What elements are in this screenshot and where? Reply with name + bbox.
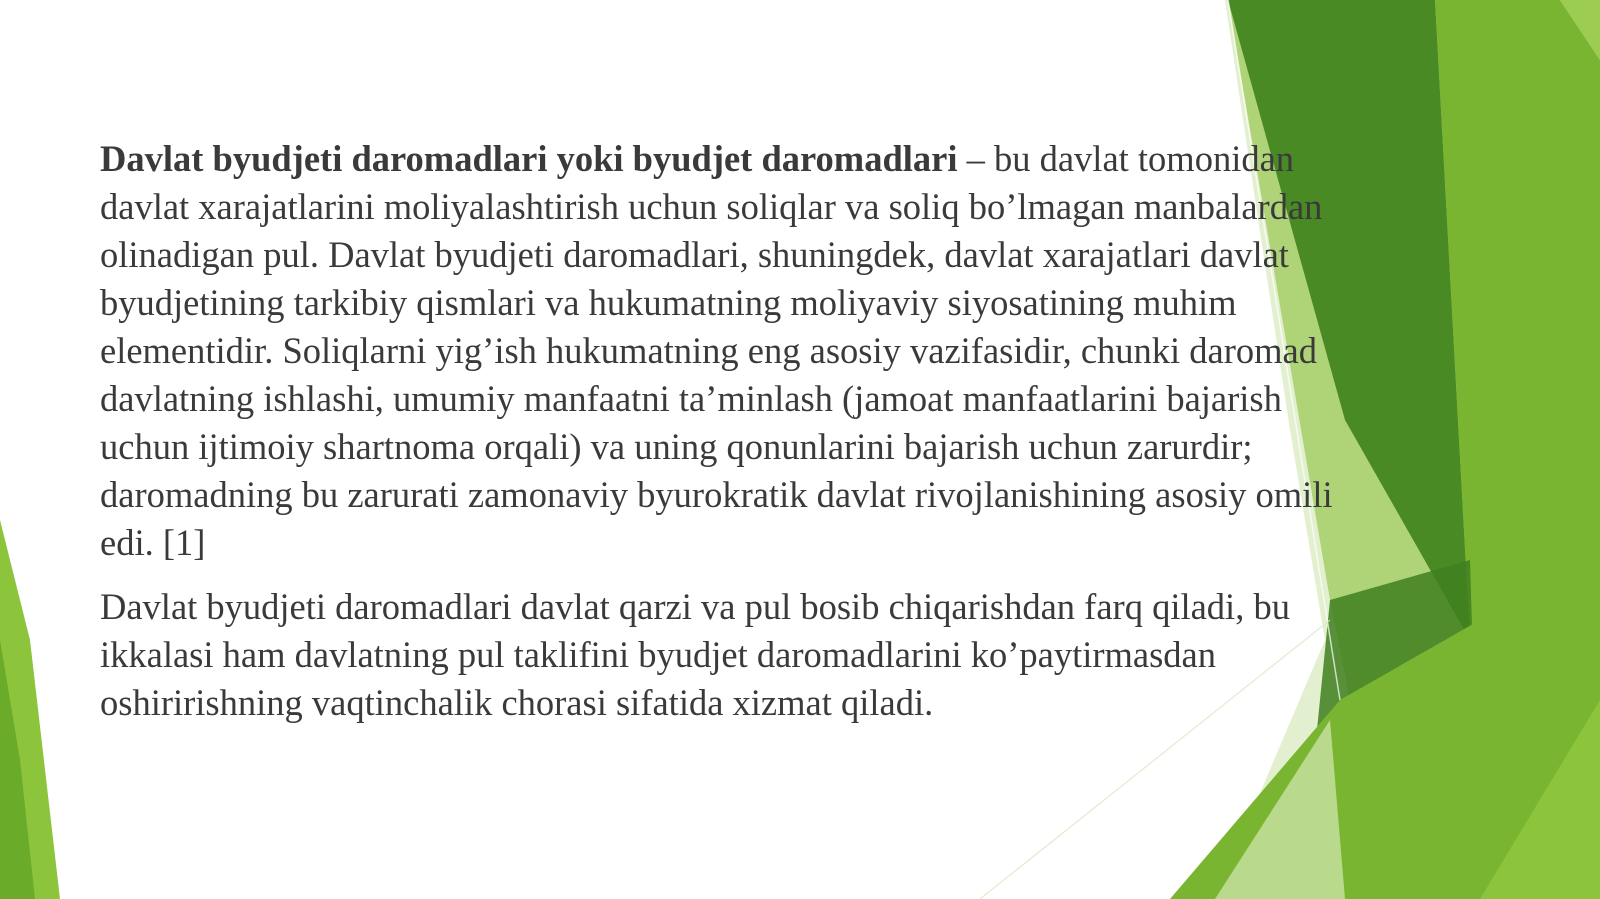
paragraph-1-bold-lead: Davlat byudjeti daromadlari yoki byudjet daromadlari xyxy=(100,138,958,179)
paragraph-1 xyxy=(100,135,1350,567)
slide-body xyxy=(100,135,1350,743)
paragraph-1-text: – bu davlat tomonidan davlat xarajatlarini moliyalashtirish uchun soliqlar va soliq bo’lmagan manbalardan olinadigan pul. Davlat byudjeti daromadlari, shuningdek, davlat xarajatlari davlat byudjetining tarkibiy qismlari va hukumatning moliyaviy siyosatining muhim elementidir. Soliqlarni yig’ish hukumatning eng asosiy vazifasidir, chunki daromad davlatning ishlashi, umumiy manfaatni ta’minlash (jamoat manfaatlarini bajarish uchun ijtimoiy shartnoma orqali) va uning qonunlarini bajarish uchun zarurdir; daromadning bu zarurati zamonaviy byurokratik davlat rivojlanishining asosiy omili edi. [1] xyxy=(100,138,1333,563)
paragraph-2-text: Davlat byudjeti daromadlari davlat qarzi va pul bosib chiqarishdan farq qiladi, bu ikkalasi ham davlatning pul taklifini byudjet daromadlarini ko’paytirmasdan oshiririshning vaqtinchalik chorasi sifatida xizmat qiladi. xyxy=(100,586,1290,723)
paragraph-2 xyxy=(100,583,1350,727)
